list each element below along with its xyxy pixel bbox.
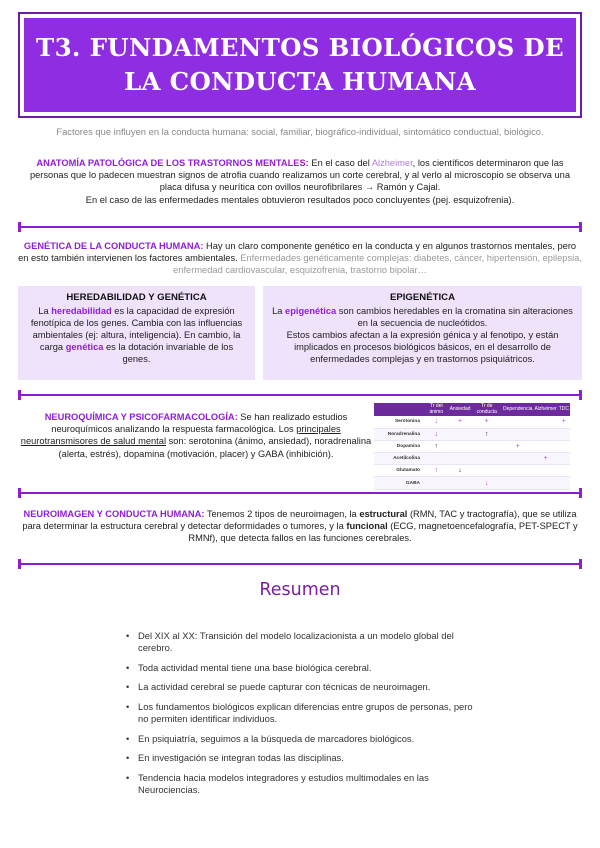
row-label: Glutamato (374, 465, 424, 477)
table-cell: ↑ (471, 428, 502, 440)
title-banner (18, 12, 582, 118)
neuroquimica-title: NEUROQUÍMICA Y PSICOFARMACOLOGÍA: (44, 412, 238, 422)
table-cell (558, 465, 570, 477)
table-header-cell: Tr del ánimo (424, 403, 449, 416)
section-divider (18, 559, 582, 569)
estructural-keyword: estructural (359, 509, 408, 519)
row-label: Dopamina (374, 440, 424, 452)
table-cell: ↓ (449, 465, 472, 477)
neuroimagen-text-2: (RMN, TAC y tractografía), que se utiliza para determinar la estructura cerebral y detectar deformidades o tumores, y la (22, 509, 577, 532)
anatomia-title: ANATOMÍA PATOLÓGICA DE LOS TRASTORNOS MENTALES: (36, 158, 309, 168)
anatomia-text-3: En el caso de las enfermedades mentales obtuvieron resultados poco concluyentes (pej. esquizofrenia). (85, 194, 515, 205)
epigenetica-body (271, 305, 574, 365)
table-cell (502, 465, 533, 477)
table-cell (502, 453, 533, 465)
epigenetica-title: EPIGENÉTICA (389, 292, 456, 303)
anatomia-text-2: , los científicos determinaron que las personas que lo padecen muestran signos de atrofia cuando realizamos un corte cerebral, y al verlo al microscopio se observa una placa difusa y neurítica con ovillos neurofibrilares → Ramón y Cajal. (29, 158, 571, 193)
heredabilidad-body (26, 305, 247, 365)
epigenetica-text-1: La (272, 306, 286, 317)
table-header-cell: Ansiedad (449, 403, 472, 416)
table-cell (533, 440, 557, 452)
table-cell (449, 453, 472, 465)
anatomia-section (18, 157, 582, 206)
table-cell: + (449, 416, 472, 428)
table-cell (471, 465, 502, 477)
heredabilidad-text-1: La (38, 306, 52, 317)
table-row (374, 453, 570, 465)
table-cell (558, 440, 570, 452)
neuroimagen-section (18, 508, 582, 545)
table-row (374, 465, 570, 477)
summary-panel (118, 574, 482, 828)
table-cell: ↑ (424, 465, 449, 477)
genetica-section (18, 240, 582, 277)
genetica-keyword: genética (65, 342, 104, 353)
genetica-complex-text: Enfermedades genéticamente complejas: diabetes, cáncer, hipertensión, epilepsia, enfermedad cardiovascular, esquizofrenia, trastorno bipolar… (173, 253, 582, 276)
row-label: Serotonina (374, 416, 424, 428)
section-divider (18, 488, 582, 498)
neuroquimica-text-2: son: serotonina (ánimo, ansiedad), noradrenalina (alerta, estrés), dopamina (motivación, placer) y GABA (inhibición). (58, 436, 372, 459)
table-header-cell (374, 403, 424, 416)
section-divider (18, 222, 582, 232)
table-cell: + (558, 416, 570, 428)
alzheimer-keyword: Alzheimer (371, 158, 413, 168)
summary-title: Resumen (259, 580, 341, 600)
row-label: Noradrenalina (374, 428, 424, 440)
heredabilidad-keyword: heredabilidad (51, 306, 112, 317)
epigenetica-text-3: Estos cambios afectan a la expresión génica y al fenotipo, y están implicados en procesos biológicos básicos, en el desarrollo de enfermedades complejas y en trastornos psiquiátricos. (286, 330, 559, 365)
summary-item: • Toda actividad mental tiene una base biológica cerebral. (124, 662, 474, 674)
genetica-text: Hay un claro componente genético en la conducta y en algunos trastornos mentales, pero en esto también intervienen los factores ambientales. (18, 241, 577, 264)
factors-line: Factores que influyen en la conducta humana: social, familiar, biográfico-individual, sintomático conductual, biológico. (56, 126, 544, 137)
page-title: T3. FUNDAMENTOS BIOLÓGICOS DE LA CONDUCTA HUMANA (36, 33, 564, 96)
epigenetica-text-2: son cambios heredables en la cromatina sin alteraciones en la secuencia de nucleótidos. (336, 306, 573, 329)
table-header-row (374, 403, 570, 416)
table-cell (449, 428, 472, 440)
table-cell (449, 440, 472, 452)
summary-item: • Tendencia hacia modelos integradores y estudios multimodales en las Neurociencias. (124, 772, 474, 796)
table-header-cell: TDC (558, 403, 570, 416)
table-cell (471, 453, 502, 465)
heredabilidad-box (18, 286, 255, 380)
table-cell (558, 453, 570, 465)
table-cell (533, 428, 557, 440)
table-cell: ↓ (424, 416, 449, 428)
heredabilidad-title: HEREDABILIDAD Y GENÉTICA (66, 292, 207, 303)
epigenetica-box (263, 286, 582, 380)
funcional-keyword: funcional (346, 521, 388, 532)
neuroimagen-title: NEUROIMAGEN Y CONDUCTA HUMANA: (23, 509, 205, 519)
table-cell: ↑ (424, 440, 449, 452)
table-cell: + (502, 440, 533, 452)
heredabilidad-text-2: es la capacidad de expresión fenotípica de los genes. Cambia con las influencias ambientales (ej: altura, inteligencia). En cambio, la carga (30, 306, 243, 353)
neuroimagen-text-1: Tenemos 2 tipos de neuroimagen, la (204, 509, 360, 519)
summary-item: • Del XIX al XX: Transición del modelo localizacionista a un modelo global del cerebro. (124, 630, 474, 654)
table-cell (558, 428, 570, 440)
summary-item: • Los fundamentos biológicos explican diferencias entre grupos de personas, pero no permiten identificar individuos. (124, 701, 474, 725)
table-cell: ↓ (471, 477, 502, 489)
table-cell (424, 453, 449, 465)
table-cell (502, 416, 533, 428)
heredabilidad-text-3: es la dotación invariable de los genes. (103, 342, 234, 365)
row-label: GABA (374, 477, 424, 489)
table-cell (533, 465, 557, 477)
summary-item: • En investigación se integran todas las disciplinas. (124, 752, 474, 764)
genetica-title: GENÉTICA DE LA CONDUCTA HUMANA: (23, 241, 204, 251)
table-header-cell: Alzheimer (533, 403, 557, 416)
neurotransmitter-table (374, 403, 570, 490)
table-cell: + (533, 453, 557, 465)
neuroimagen-text-3: (ECG, magnetoencefalografía, PET-SPECT y RMNf), que detecta fallos en las funciones cerebrales. (188, 521, 578, 544)
epigenetica-keyword: epigenética (285, 306, 337, 317)
neurotransmisores-underlined: principales neurotransmisores de salud mental (20, 424, 341, 447)
neuroquimica-text-1: Se han realizado estudios neuroquímicos analizando la respuesta farmacológica. Los (51, 412, 348, 435)
table-row (374, 440, 570, 452)
table-cell (471, 440, 502, 452)
table-header-cell: Dependencia (502, 403, 533, 416)
table-row (374, 416, 570, 428)
summary-item: • La actividad cerebral se puede capturar con técnicas de neuroimagen. (124, 681, 474, 693)
table-cell (533, 416, 557, 428)
table-row (374, 428, 570, 440)
neuroquimica-section (18, 411, 374, 460)
section-divider (18, 390, 582, 400)
table-cell: ↓ (424, 428, 449, 440)
summary-item: • En psiquiatría, seguimos a la búsqueda de marcadores biológicos. (124, 733, 474, 745)
table-cell: + (471, 416, 502, 428)
table-header-cell: Tr de conducta (471, 403, 502, 416)
anatomia-text-1: En el caso del (308, 158, 372, 168)
table-cell (502, 428, 533, 440)
summary-list (124, 630, 474, 804)
row-label: Acetilcolina (374, 453, 424, 465)
